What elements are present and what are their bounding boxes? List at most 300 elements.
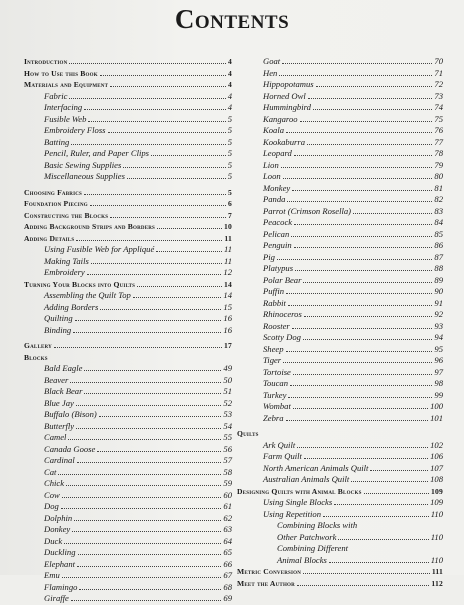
toc-entry-monkey [237, 183, 443, 195]
toc-entry-rhinoceros [237, 309, 443, 321]
toc-page-number: 49 [223, 363, 232, 373]
toc-entry-title: Sheep [263, 343, 284, 354]
toc-entry-title: Ark Quilt [263, 439, 296, 450]
toc-section-quilts [237, 428, 443, 440]
toc-section-constructing-the-blocks [24, 210, 232, 222]
toc-page-number: 53 [223, 409, 232, 419]
dot-leader [110, 217, 226, 218]
toc-entry-title: Zebra [263, 412, 284, 423]
dot-leader [64, 543, 221, 544]
toc-entry-title: Buffalo (Bison) [44, 409, 97, 419]
toc-entry-title: Quilts [237, 429, 259, 438]
dot-leader [283, 362, 432, 363]
toc-page-number: 62 [223, 512, 232, 523]
dot-leader [54, 347, 222, 348]
toc-entry-using-repetition [237, 509, 443, 521]
toc-page-number: 4 [228, 68, 232, 78]
toc-page-number: 101 [430, 412, 443, 423]
toc-entry-puffin [237, 286, 443, 298]
toc-page-number: 77 [434, 136, 443, 147]
toc-entry-buffalo-bison [24, 409, 232, 421]
toc-page-number: 55 [223, 432, 232, 442]
toc-entry-title: Horned Owl [263, 90, 306, 101]
toc-page-number: 64 [223, 535, 232, 546]
dot-leader [294, 155, 433, 156]
toc-page-number: 110 [430, 531, 443, 542]
toc-entry-butterfly [24, 421, 232, 433]
toc-entry-title: Choosing Fabrics [24, 187, 83, 197]
dot-leader [84, 109, 226, 110]
toc-entry-title: Lion [263, 159, 279, 170]
toc-section-turning-your-blocks-into-quilts [24, 279, 232, 291]
toc-entry-embroidery-floss [24, 125, 232, 137]
toc-entry-hippopotamus [237, 79, 443, 91]
dot-leader [293, 374, 433, 375]
toc-entry-title: Cow [44, 489, 60, 500]
dot-leader [76, 428, 221, 429]
toc-entry-title: How to Use this Book [24, 68, 98, 78]
toc-entry-title: Scotty Dog [263, 332, 301, 342]
toc-entry-batting [24, 137, 232, 149]
toc-section-blocks [24, 352, 232, 364]
toc-entry-australian-animals-quilt [237, 474, 443, 486]
dot-leader [288, 305, 432, 306]
toc-entry-title: Turkey [263, 389, 287, 400]
toc-entry-title: Wombat [263, 401, 291, 411]
toc-entry-platypus [237, 263, 443, 275]
toc-section-materials-and-equipment [24, 79, 232, 91]
toc-entry-title: Other Patchwork [277, 531, 337, 542]
toc-entry-zebra [237, 413, 443, 425]
toc-entry-title: Penguin [263, 240, 292, 250]
dot-leader [286, 132, 432, 133]
toc-entry-tiger [237, 355, 443, 367]
toc-entry-title: Cat [44, 466, 57, 477]
dot-leader [287, 201, 432, 202]
toc-page-number: 112 [431, 578, 443, 588]
toc-page-number: 107 [430, 462, 443, 473]
toc-page-number: 68 [223, 581, 232, 592]
toc-page-number: 5 [227, 148, 232, 158]
toc-entry-pencil-ruler-and-paper-clips [24, 148, 232, 160]
toc-entry-using-single-blocks [237, 497, 443, 509]
dot-leader [334, 504, 428, 505]
dot-leader [100, 75, 226, 76]
toc-entry-embroidery [24, 267, 232, 279]
toc-entry-lion [237, 160, 443, 172]
dot-leader [84, 370, 221, 371]
dot-leader [286, 351, 433, 352]
toc-entry-title: Combining Different [277, 543, 349, 553]
toc-page-number: 109 [430, 497, 443, 507]
dot-leader [84, 393, 221, 394]
toc-entry-title: Pelican [263, 228, 290, 239]
toc-entry-leopard [237, 148, 443, 160]
toc-entry-polar-bear [237, 275, 443, 287]
toc-page-number: 54 [223, 420, 232, 431]
toc-entry-combining-different [237, 543, 443, 555]
toc-right-column [237, 56, 443, 589]
toc-entry-kangaroo [237, 114, 443, 126]
toc-page-number: 76 [434, 125, 443, 135]
dot-leader [68, 439, 221, 440]
toc-entry-title: Using Repetition [263, 508, 321, 519]
toc-entry-title: Duck [44, 535, 63, 546]
toc-entry-title: Koala [263, 125, 285, 135]
toc-page-number: 14 [224, 279, 232, 289]
toc-page-number: 75 [434, 113, 443, 124]
toc-page-number: 5 [228, 187, 232, 197]
toc-page-number: 16 [223, 313, 232, 323]
dot-leader [277, 259, 432, 260]
toc-section-introduction [24, 56, 232, 68]
dot-leader [76, 240, 222, 241]
toc-page-number: 89 [434, 274, 443, 285]
toc-entry-duckling [24, 547, 232, 559]
toc-entry-title: Turning Your Blocks into Quilts [24, 279, 136, 289]
toc-entry-title: Basic Sewing Supplies [44, 159, 122, 170]
toc-entry-title: Hummingbird [263, 102, 311, 112]
toc-entry-using-fusible-web-for-appliqu [24, 244, 232, 256]
toc-entry-interfacing [24, 102, 232, 114]
toc-entry-sheep [237, 344, 443, 356]
toc-entry-camel [24, 432, 232, 444]
dot-leader [87, 274, 222, 275]
toc-page-number: 4 [228, 80, 232, 89]
toc-entry-hen [237, 68, 443, 80]
dot-leader [73, 332, 221, 333]
toc-entry-cow [24, 490, 232, 502]
toc-entry-title: Camel [44, 432, 67, 442]
toc-page-number: 109 [431, 486, 443, 496]
toc-entry-panda [237, 194, 443, 206]
toc-section-adding-details [24, 233, 232, 245]
toc-page-number: 52 [223, 397, 232, 408]
toc-entry-title: Blocks [24, 352, 48, 362]
dot-leader [75, 320, 222, 321]
toc-page-number: 51 [223, 386, 232, 396]
toc-page-number: 7 [228, 210, 232, 220]
toc-entry-bald-eagle [24, 363, 232, 375]
toc-entry-title: Puffin [263, 286, 285, 296]
toc-page-number: 72 [434, 79, 443, 89]
toc-section-foundation-piecing [24, 198, 232, 210]
toc-entry-title: Pig [263, 251, 275, 262]
dot-leader [292, 328, 433, 329]
toc-entry-title: Tiger [263, 355, 282, 365]
dot-leader [297, 447, 428, 448]
toc-page-number: 96 [434, 355, 443, 365]
dot-leader [77, 462, 222, 463]
toc-page-number: 100 [430, 401, 443, 411]
toc-entry-title: Panda [263, 194, 286, 204]
dot-leader [370, 470, 428, 471]
toc-entry-fabric [24, 91, 232, 103]
toc-page-number: 56 [223, 443, 232, 454]
toc-page-number: 15 [223, 301, 232, 312]
toc-entry-other-patchwork [237, 532, 443, 544]
toc-entry-title: Metric Conversion [237, 567, 302, 576]
toc-entry-title: Loon [263, 171, 281, 181]
toc-entry-miscellaneous-supplies [24, 171, 232, 183]
toc-entry-cat [24, 467, 232, 479]
toc-entry-title: Introduction [24, 57, 68, 66]
toc-entry-title: Farm Quilt [263, 451, 302, 461]
toc-page-number: 74 [434, 102, 443, 112]
dot-leader [286, 420, 429, 421]
toc-entry-making-tails [24, 256, 232, 268]
dot-leader [78, 554, 222, 555]
toc-entry-turkey [237, 390, 443, 402]
dot-leader [157, 228, 222, 229]
toc-page-number: 5 [227, 113, 232, 124]
toc-entry-title: Parrot (Crimson Rosella) [263, 205, 352, 216]
toc-page-number: 14 [223, 290, 232, 300]
toc-entry-title: Adding Details [24, 233, 75, 243]
dot-leader [295, 270, 432, 271]
toc-entry-title: Beaver [44, 374, 69, 385]
toc-entry-title: Dog [44, 501, 59, 511]
toc-entry-animal-blocks [237, 555, 443, 567]
toc-entry-penguin [237, 240, 443, 252]
dot-leader [303, 339, 432, 340]
dot-leader [283, 178, 433, 179]
dot-leader [84, 194, 226, 195]
toc-page-number: 65 [223, 547, 232, 557]
toc-page-number: 59 [223, 478, 232, 488]
dot-leader [281, 167, 433, 168]
toc-page-number: 63 [223, 524, 232, 534]
toc-section-gallery [24, 340, 232, 352]
toc-entry-duck [24, 536, 232, 548]
toc-entry-title: Platypus [263, 263, 294, 273]
dot-leader [156, 251, 222, 252]
dot-leader [151, 155, 226, 156]
toc-entry-title: Rhinoceros [263, 309, 302, 319]
toc-section-adding-background-strips-and-borders [24, 221, 232, 233]
toc-page-number: 82 [434, 194, 443, 204]
toc-entry-combining-blocks-with [237, 520, 443, 532]
toc-section-how-to-use-this-book [24, 68, 232, 80]
dot-leader [351, 481, 428, 482]
toc-page-number: 111 [431, 567, 443, 576]
toc-entry-title: Black Bear [44, 386, 83, 396]
toc-entry-pelican [237, 229, 443, 241]
toc-entry-title: Butterfly [44, 420, 75, 431]
toc-entry-dog [24, 501, 232, 513]
toc-page-number: 85 [434, 228, 443, 239]
toc-page-number: 93 [434, 320, 443, 331]
dot-leader [323, 516, 429, 517]
toc-entry-donkey [24, 524, 232, 536]
toc-page-number: 4 [227, 90, 232, 101]
toc-entry-title: Embroidery [44, 267, 85, 277]
toc-entry-ark-quilt [237, 440, 443, 452]
toc-entry-fusible-web [24, 114, 232, 126]
toc-page-number: 80 [434, 171, 443, 181]
toc-entry-giraffe [24, 593, 232, 605]
toc-page-number: 73 [434, 90, 443, 101]
dot-leader [91, 263, 222, 264]
toc-page-number: 102 [430, 439, 443, 450]
toc-page-number: 60 [223, 489, 232, 500]
dot-leader [70, 382, 221, 383]
toc-entry-title: Animal Blocks [277, 554, 327, 565]
toc-page-number: 106 [430, 451, 443, 461]
dot-leader [290, 385, 432, 386]
toc-entry-title: Hen [263, 67, 278, 78]
toc-entry-title: Adding Background Strips and Borders [24, 222, 156, 231]
dot-leader [110, 86, 226, 87]
toc-entry-title: Australian Animals Quilt [263, 474, 350, 484]
dot-leader [62, 497, 222, 498]
dot-leader [69, 63, 226, 64]
toc-entry-adding-borders [24, 302, 232, 314]
toc-page-number: 71 [434, 67, 443, 78]
dot-leader [307, 144, 432, 145]
dot-leader [304, 458, 428, 459]
toc-entry-title: Polar Bear [263, 274, 302, 285]
toc-entry-canada-goose [24, 444, 232, 456]
toc-page-number: 10 [224, 222, 232, 231]
dot-leader [288, 397, 432, 398]
toc-entry-title: Peacock [263, 217, 293, 227]
toc-entry-hummingbird [237, 102, 443, 114]
toc-page-number: 11 [224, 255, 232, 266]
toc-entry-binding [24, 325, 232, 337]
toc-entry-horned-owl [237, 91, 443, 103]
page-title: Contents [174, 4, 290, 34]
toc-section-meet-the-author [237, 578, 443, 590]
toc-entry-title: Pencil, Ruler, and Paper Clips [44, 148, 150, 158]
toc-page-number: 108 [430, 474, 443, 484]
toc-page-number: 84 [434, 217, 443, 227]
dot-leader [71, 600, 222, 601]
toc-entry-title: Emu [44, 570, 60, 580]
toc-page-number: 5 [227, 171, 232, 181]
dot-leader [292, 190, 432, 191]
dot-leader [66, 485, 221, 486]
dot-leader [329, 562, 429, 563]
toc-entry-peacock [237, 217, 443, 229]
dot-leader [71, 144, 225, 145]
toc-entry-title: Foundation Piecing [24, 199, 88, 208]
toc-page-number: 90 [434, 286, 443, 296]
toc-entry-title: Kangaroo [263, 113, 298, 124]
toc-page-number: 4 [228, 57, 232, 66]
toc-entry-quilting [24, 313, 232, 325]
toc-entry-title: Batting [44, 136, 70, 147]
dot-leader [90, 205, 226, 206]
toc-page-number: 88 [434, 263, 443, 273]
dot-leader [88, 121, 225, 122]
toc-page-number: 91 [434, 297, 443, 308]
toc-page-number: 97 [434, 366, 443, 377]
toc-entry-assembling-the-quilt-top [24, 290, 232, 302]
toc-entry-title: Designing Quilts with Animal Blocks [237, 486, 362, 496]
toc-entry-title: Donkey [44, 524, 71, 534]
toc-section-designing-quilts-with-animal-blocks [237, 486, 443, 498]
toc-entry-title: Meet the Author [237, 578, 295, 588]
toc-entry-title: Hippopotamus [263, 79, 314, 89]
dot-leader [100, 309, 221, 310]
toc-entry-title: Canada Goose [44, 443, 96, 454]
toc-entry-goat [237, 56, 443, 68]
dot-leader [69, 98, 225, 99]
toc-entry-title: North American Animals Quilt [263, 462, 369, 473]
toc-entry-beaver [24, 375, 232, 387]
dot-leader [300, 121, 433, 122]
toc-entry-title: Cardinal [44, 455, 75, 465]
toc-entry-rabbit [237, 298, 443, 310]
toc-entry-loon [237, 171, 443, 183]
dot-leader [74, 520, 221, 521]
toc-page-number: 6 [228, 199, 232, 208]
toc-entry-title: Fabric [44, 90, 68, 101]
toc-entry-title: Adding Borders [44, 301, 99, 312]
dot-leader [282, 63, 432, 64]
toc-entry-title: Kookaburra [263, 136, 306, 147]
toc-page-number: 5 [227, 159, 232, 170]
dot-leader [294, 247, 433, 248]
toc-entry-title: Quilting [44, 313, 73, 323]
toc-entry-cardinal [24, 455, 232, 467]
dot-leader [308, 98, 433, 99]
dot-leader [291, 236, 432, 237]
toc-entry-title: Using Single Blocks [263, 497, 333, 507]
dot-leader [58, 474, 221, 475]
toc-entry-title: Tortoise [263, 366, 291, 377]
dot-leader [97, 451, 221, 452]
toc-entry-north-american-animals-quilt [237, 463, 443, 475]
toc-entry-koala [237, 125, 443, 137]
toc-page-number: 11 [224, 233, 232, 243]
dot-leader [303, 573, 430, 574]
dot-leader [133, 297, 222, 298]
toc-page-number: 83 [434, 205, 443, 216]
toc-page-number: 110 [430, 554, 443, 565]
toc-page-number: 11 [224, 244, 232, 254]
toc-section-metric-conversion [237, 566, 443, 578]
toc-entry-title: Flamingo [44, 581, 78, 592]
toc-page-number: 4 [227, 102, 232, 112]
dot-leader [316, 86, 433, 87]
toc-entry-dolphin [24, 513, 232, 525]
toc-entry-title: Interfacing [44, 102, 83, 112]
dot-leader [99, 416, 222, 417]
dot-leader [62, 577, 222, 578]
dot-leader [286, 293, 432, 294]
toc-entry-blue-jay [24, 398, 232, 410]
toc-entry-title: Making Tails [44, 255, 89, 266]
dot-leader [108, 132, 226, 133]
toc-page-number: 58 [223, 466, 232, 477]
toc-page-number: 16 [223, 324, 232, 335]
dot-leader [79, 589, 221, 590]
toc-entry-rooster [237, 321, 443, 333]
toc-page-number: 95 [434, 343, 443, 354]
toc-entry-wombat [237, 401, 443, 413]
toc-page-number: 92 [434, 309, 443, 319]
toc-entry-basic-sewing-supplies [24, 160, 232, 172]
dot-leader [77, 566, 221, 567]
toc-entry-emu [24, 570, 232, 582]
dot-leader [293, 408, 428, 409]
toc-entry-title: Duckling [44, 547, 76, 557]
toc-entry-title: Fusible Web [44, 113, 87, 124]
toc-entry-title: Materials and Equipment [24, 80, 109, 89]
dot-leader [338, 539, 428, 540]
